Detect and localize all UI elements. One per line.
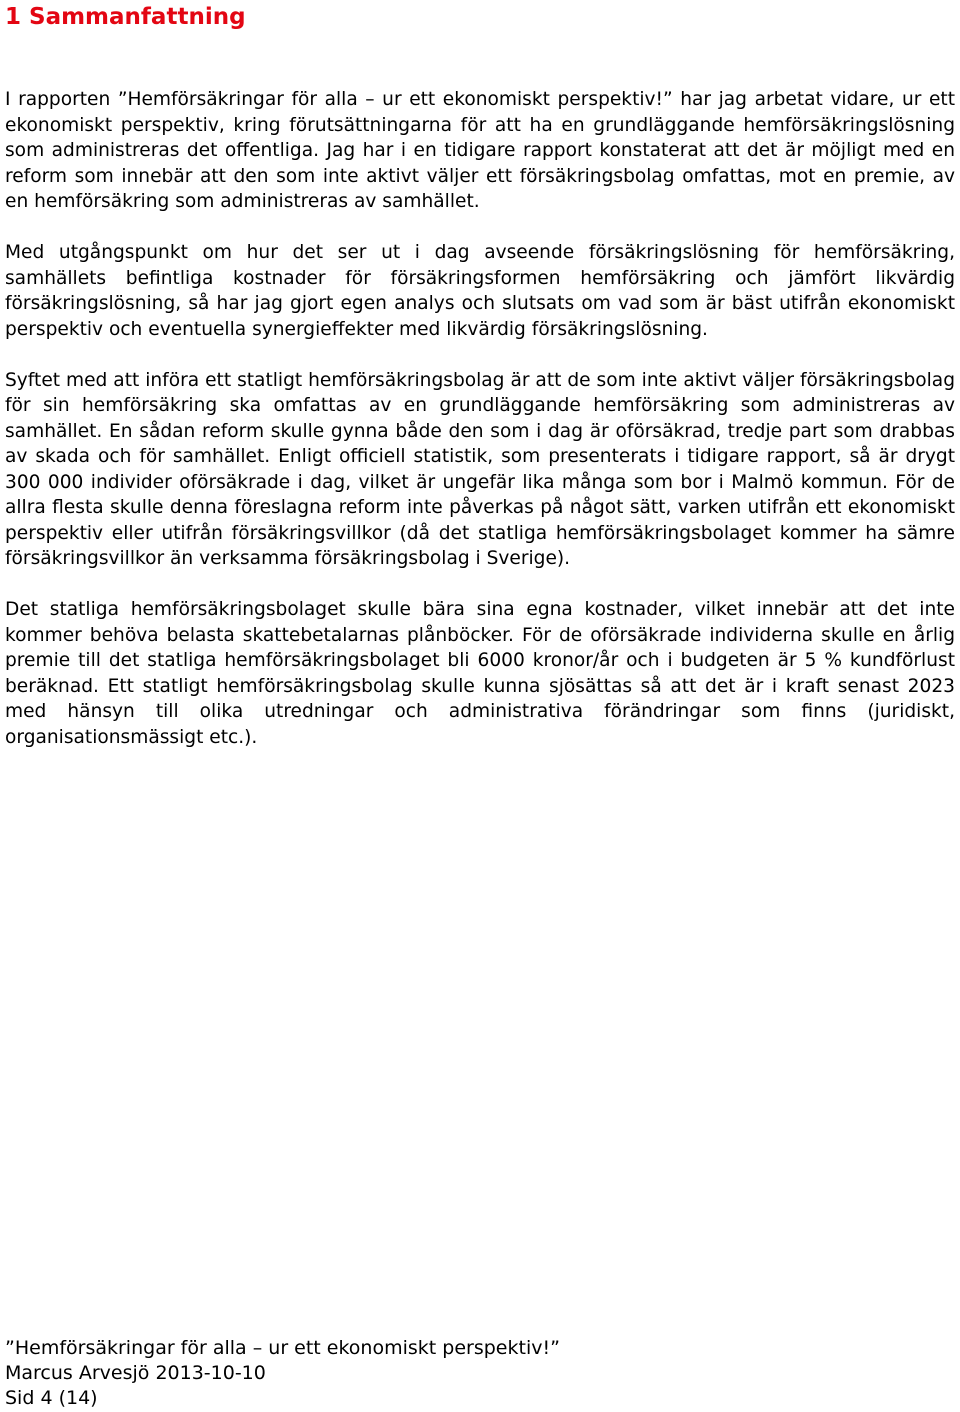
page-footer <box>5 1336 955 1411</box>
footer-page-number: Sid 4 (14) <box>5 1387 98 1409</box>
section-heading: 1 Sammanfattning <box>5 4 246 30</box>
paragraph-analysis: Med utgångspunkt om hur det ser ut i dag avseende försäkringslösning för hemförsäkring, samhällets befintliga kostnader för försäkringsformen hemförsäkring och jämfört likvärdig försäkringslösning, så har jag gjort egen analys och slutsats om vad som är bäst utifrån ekonomiskt perspektiv och eventuella synergieffekter med likvärdig försäkringslösning. <box>5 242 955 340</box>
summary-body <box>5 87 955 776</box>
paragraph-purpose: Syftet med att införa ett statligt hemförsäkringsbolag är att de som inte aktivt väljer försäkringsbolag för sin hemförsäkring ska omfattas av en grundläggande hemförsäkring som administreras av samhället. En sådan reform skulle gynna både den som i dag är oförsäkrad, tredje part som drabbas av skada och för samhället. Enligt officiell statistik, som presenterats i tidigare rapport, så är drygt 300 000 individer oförsäkrade i dag, vilket är ungefär lika många som bor i Malmö kommun. För de allra flesta skulle denna föreslagna reform inte påverkas på något sätt, varken utifrån ett ekonomiskt perspektiv eller utifrån försäkringsvillkor (då det statliga hemförsäkringsbolaget kommer ha sämre försäkringsvillkor än verksamma försäkringsbolag i Sverige). <box>5 369 955 569</box>
footer-report-title: ”Hemförsäkringar för alla – ur ett ekonomiskt perspektiv!” <box>5 1337 560 1359</box>
footer-author-date: Marcus Arvesjö 2013-10-10 <box>5 1362 266 1384</box>
paragraph-costs: Det statliga hemförsäkringsbolaget skulle bära sina egna kostnader, vilket innebär att det inte kommer behöva belasta skattebetalarnas plånböcker. För de oförsäkrade individerna skulle en årlig premie till det statliga hemförsäkringsbolaget bli 6000 kronor/år och i budgeten är 5 % kundförlust beräknad. Ett statligt hemförsäkringsbolag skulle kunna sjösättas så att det är i kraft senast 2023 med hänsyn till olika utredningar och administrativa förändringar som finns (juridiskt, organisationsmässigt etc.). <box>5 599 955 748</box>
paragraph-intro: I rapporten ”Hemförsäkringar för alla – ur ett ekonomiskt perspektiv!” har jag arbetat vidare, ur ett ekonomiskt perspektiv, kring förutsättningarna för att ha en grundläggande hemförsäkringslösning som administreras det offentliga. Jag har i en tidigare rapport konstaterat att det är möjligt med en reform som innebär att den som inte aktivt väljer ett försäkringsbolag omfattas, mot en premie, av en hemförsäkring som administreras av samhället. <box>5 89 955 212</box>
